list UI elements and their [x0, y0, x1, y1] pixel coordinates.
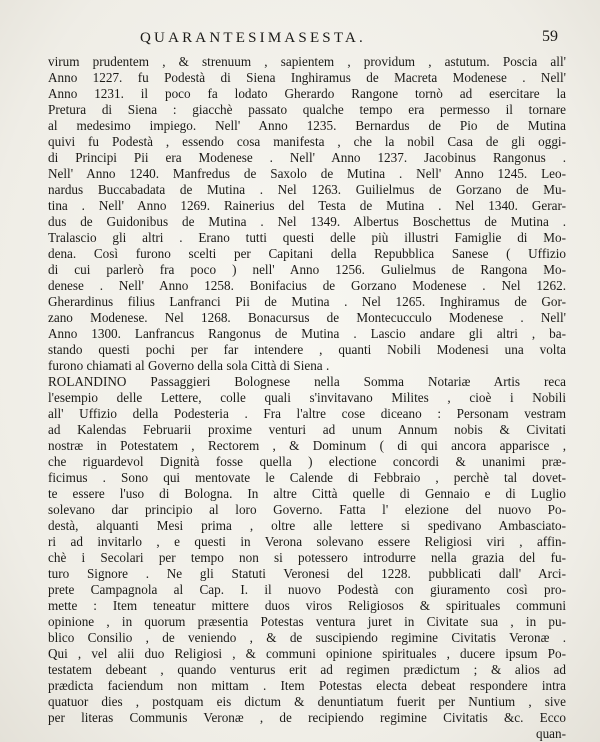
text-line: quivi fu Podestà , essendo cosa manifesta , che la nobil Casa de gli oggi-: [48, 134, 566, 149]
text-line: Tralascio gli altri . Erano tutti questi delle più illustri Famiglie di Mo-: [48, 230, 566, 245]
text-line: all' Uffizio della Podesteria . Fra l'altre cose diceano : Personam vestram: [48, 406, 566, 421]
text-line: ROLANDINO Passaggieri Bolognese nella Somma Notariæ Artis reca: [48, 374, 566, 389]
page-number: 59: [542, 28, 558, 45]
text-line: Qui , vel alii duo Religiosi , & communi opinione spirituales , ducere ipsum Po-: [48, 646, 566, 661]
text-line: testatem debeant , quando venturus erit ad regimen prædictum ; & alios ad: [48, 662, 566, 677]
text-line: virum prudentem , & strenuum , sapientem , providum , astutum. Poscia all': [48, 54, 566, 69]
text-line: prete Campagnola al Cap. I. il nuovo Podestà con giuramento così pro-: [48, 582, 566, 597]
text-line: Nell' Anno 1240. Manfredus de Saxolo de Mutina . Nell' Anno 1245. Leo-: [48, 166, 566, 181]
text-line: di Principi Pii era Modenese . Nell' Anno 1237. Jacobinus Rangonus .: [48, 150, 566, 165]
running-title: QUARANTESIMASESTA.: [140, 30, 366, 46]
text-line: l'esempio delle Lettere, colle quali s'invitavano Milites , cioè i Nobili: [48, 390, 566, 405]
catchword: quan-: [535, 726, 566, 741]
text-line: chè i Secolari per tempo non si potessero introdurre nella grazia del fu-: [48, 550, 566, 565]
text-line: quatuor dies , postquam eis dictum & denuntiatum fuerit per Nuntium , sive: [48, 694, 566, 709]
text-line: blico Consilio , de veniendo , & de suscipiendo regimine Civitatis Veronæ .: [48, 630, 566, 645]
text-line: nostræ in Potestatem , Rectorem , & Dominum ( di qui ancora apparisce ,: [48, 438, 566, 453]
text-line: di cui parlerò fra poco ) nell' Anno 1256. Gulielmus de Rangona Mo-: [48, 262, 566, 277]
text-line: dus de Guidonibus de Mutina . Nel 1349. Albertus Boschettus de Mutina .: [48, 214, 566, 229]
text-line: ficimus . Sono qui mentovate le Calende di Febbraio , perchè tal dovet-: [48, 470, 566, 485]
text-line: te essere l'uso di Bologna. In altre Città quelle di Gennaio e di Luglio: [48, 486, 566, 501]
text-line: stando questi pochi per far intendere , quanti Nobili Modenesi una volta: [48, 342, 566, 357]
text-line: zano Modenese. Nel 1268. Bonacursus de Montecucculo Modenese . Nell': [48, 310, 566, 325]
text-line: solevano dar principio al loro Governo. Fatta l' elezione del nuovo Po-: [48, 502, 566, 517]
text-line: ad Kalendas Februarii proxime venturi ad unum Annum nobis & Civitati: [48, 422, 566, 437]
text-line: denese . Nell' Anno 1258. Bonifacius de Gorzano Modenese . Nel 1262.: [48, 278, 566, 293]
text-line: destà, alquanti Mesi prima , oltre alle lettere si spedivano Ambasciato-: [48, 518, 566, 533]
text-line: mette : Item teneatur mittere duos viros Religiosos & spirituales communi: [48, 598, 566, 613]
text-line: al medesimo impiego. Nell' Anno 1235. Bernardus de Pio de Mutina: [48, 118, 566, 133]
text-line: ri ad invitarlo , e questi in Verona solevano essere Religiosi viri , affin-: [48, 534, 566, 549]
text-line: Gherardinus filius Lanfranci Pii de Mutina . Nel 1265. Inghiramus de Gor-: [48, 294, 566, 309]
text-line: tina . Nell' Anno 1269. Rainerius del Testa de Mutina . Nel 1340. Gerar-: [48, 198, 566, 213]
text-line: nardus Buccabadata de Mutina . Nel 1263. Guilielmus de Gorzano de Mu-: [48, 182, 566, 197]
text-line: Anno 1227. fu Podestà di Siena Inghiramus de Macreta Modenese . Nell': [48, 70, 566, 85]
text-line: per literas Communis Veronæ , de recipiendo regimine Civitatis &c. Ecco: [48, 710, 566, 725]
text-line: Anno 1231. il poco fa lodato Gherardo Rangone tornò ad esercitare la: [48, 86, 566, 101]
page-header: [48, 30, 566, 52]
text-line: Pretura di Siena : giacchè passato qualche tempo era permesso il tornare: [48, 102, 566, 117]
text-line: prædicta faciendum non mittam . Item Potestas electa debeat respondere intra: [48, 678, 566, 693]
text-line: opinione , in quorum præsentia Potestas ventura juret in Civitate sua , in pu-: [48, 614, 566, 629]
text-line: che riguardevol Dignità fosse quella ) electione concordi & unanimi præ-: [48, 454, 566, 469]
text-line: dena. Così furono scelti per Capitani della Repubblica Sanese ( Uffizio: [48, 246, 566, 261]
text-line: turo Signore . Ne gli Statuti Veronesi del 1228. pubblicati dall' Arci-: [48, 566, 566, 581]
text-line: furono chiamati al Governo della sola Città di Siena .: [48, 358, 330, 373]
text-line: Anno 1300. Lanfrancus Rangonus de Mutina . Lascio andare gli altri , ba-: [48, 326, 566, 341]
body-text: [48, 54, 566, 742]
